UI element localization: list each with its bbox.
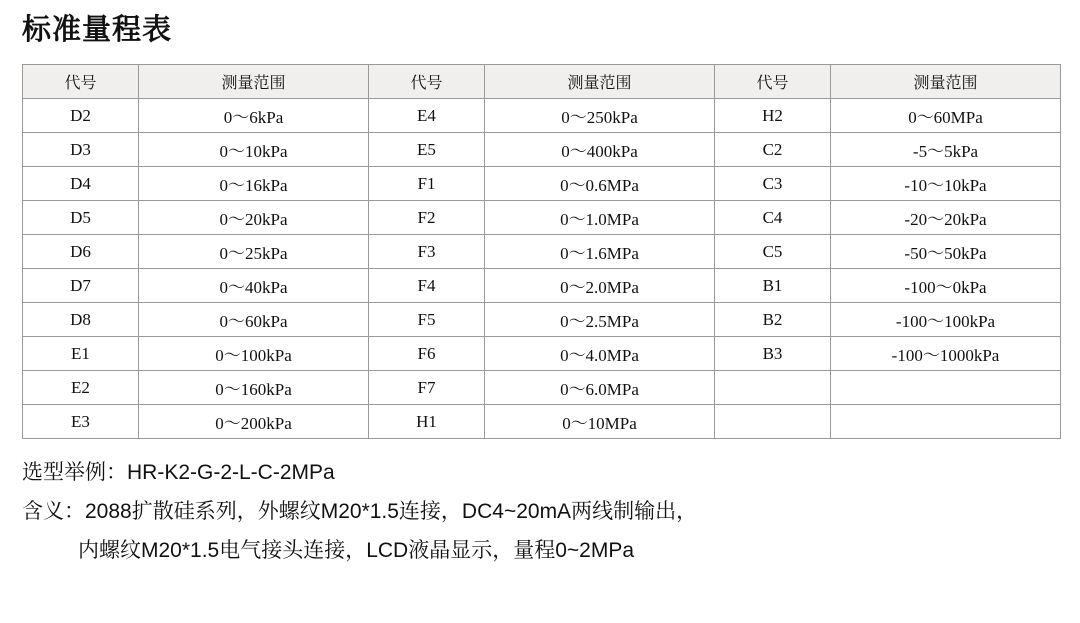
cell-range: 0～40kPa [139, 269, 369, 303]
cell-range: 0～400kPa [485, 133, 715, 167]
cell-code: E5 [369, 133, 485, 167]
cell-range: 0～60kPa [139, 303, 369, 337]
cell-range: 0～160kPa [139, 371, 369, 405]
cell-range: 0～200kPa [139, 405, 369, 439]
cell-range-empty [831, 371, 1061, 405]
column-header-code-2: 代号 [369, 65, 485, 99]
cell-code: C4 [715, 201, 831, 235]
cell-range-empty [831, 405, 1061, 439]
page-title: 标准量程表 [22, 14, 173, 46]
cell-range: -100～100kPa [831, 303, 1061, 337]
cell-code: D2 [23, 99, 139, 133]
table-row [23, 99, 1061, 133]
cell-range: 0～10kPa [139, 133, 369, 167]
cell-code-empty [715, 405, 831, 439]
cell-code: H1 [369, 405, 485, 439]
cell-code: B1 [715, 269, 831, 303]
cell-code: B3 [715, 337, 831, 371]
column-header-range-3: 测量范围 [831, 65, 1061, 99]
cell-code: F4 [369, 269, 485, 303]
cell-range: 0～60MPa [831, 99, 1061, 133]
cell-code: E4 [369, 99, 485, 133]
cell-code: D3 [23, 133, 139, 167]
notes-section [22, 453, 1080, 570]
cell-range: 0～1.6MPa [485, 235, 715, 269]
cell-range: 0～2.5MPa [485, 303, 715, 337]
table-row [23, 371, 1061, 405]
cell-range: -10～10kPa [831, 167, 1061, 201]
column-header-code-1: 代号 [23, 65, 139, 99]
table-row [23, 269, 1061, 303]
cell-code: D5 [23, 201, 139, 235]
table-header-row [23, 65, 1061, 99]
cell-code: F2 [369, 201, 485, 235]
standard-range-table [22, 64, 1061, 439]
cell-code: F3 [369, 235, 485, 269]
cell-code: D7 [23, 269, 139, 303]
cell-range: 0～16kPa [139, 167, 369, 201]
cell-range: 0～250kPa [485, 99, 715, 133]
cell-code: C3 [715, 167, 831, 201]
cell-code: D4 [23, 167, 139, 201]
selection-example-line: 选型举例：HR-K2-G-2-L-C-2MPa [22, 461, 335, 484]
table-row [23, 337, 1061, 371]
meaning-line-1: 含义：2088扩散硅系列，外螺纹M20*1.5连接，DC4~20mA两线制输出， [22, 500, 698, 523]
cell-range: 0～6.0MPa [485, 371, 715, 405]
cell-code: F7 [369, 371, 485, 405]
cell-code: E3 [23, 405, 139, 439]
cell-code: F5 [369, 303, 485, 337]
cell-range: 0～6kPa [139, 99, 369, 133]
cell-code: C5 [715, 235, 831, 269]
cell-range: 0～100kPa [139, 337, 369, 371]
cell-code: C2 [715, 133, 831, 167]
table-row [23, 405, 1061, 439]
cell-code: F1 [369, 167, 485, 201]
cell-range: -100～0kPa [831, 269, 1061, 303]
cell-range: 0～0.6MPa [485, 167, 715, 201]
cell-code: D8 [23, 303, 139, 337]
cell-range: -100～1000kPa [831, 337, 1061, 371]
cell-range: 0～1.0MPa [485, 201, 715, 235]
cell-range: 0～4.0MPa [485, 337, 715, 371]
table-row [23, 235, 1061, 269]
table-row [23, 303, 1061, 337]
cell-range: 0～2.0MPa [485, 269, 715, 303]
table-row [23, 133, 1061, 167]
cell-code: E1 [23, 337, 139, 371]
column-header-range-1: 测量范围 [139, 65, 369, 99]
cell-code: D6 [23, 235, 139, 269]
meaning-line-2: 内螺纹M20*1.5电气接头连接，LCD液晶显示，量程0~2MPa [78, 539, 635, 562]
cell-code: B2 [715, 303, 831, 337]
cell-range: 0～20kPa [139, 201, 369, 235]
cell-code: E2 [23, 371, 139, 405]
cell-range: -20～20kPa [831, 201, 1061, 235]
table-row [23, 201, 1061, 235]
column-header-code-3: 代号 [715, 65, 831, 99]
document-page [0, 10, 1080, 623]
cell-range: -50～50kPa [831, 235, 1061, 269]
cell-code-empty [715, 371, 831, 405]
cell-range: 0～10MPa [485, 405, 715, 439]
cell-range: 0～25kPa [139, 235, 369, 269]
cell-code: H2 [715, 99, 831, 133]
cell-code: F6 [369, 337, 485, 371]
column-header-range-2: 测量范围 [485, 65, 715, 99]
table-row [23, 167, 1061, 201]
cell-range: -5～5kPa [831, 133, 1061, 167]
